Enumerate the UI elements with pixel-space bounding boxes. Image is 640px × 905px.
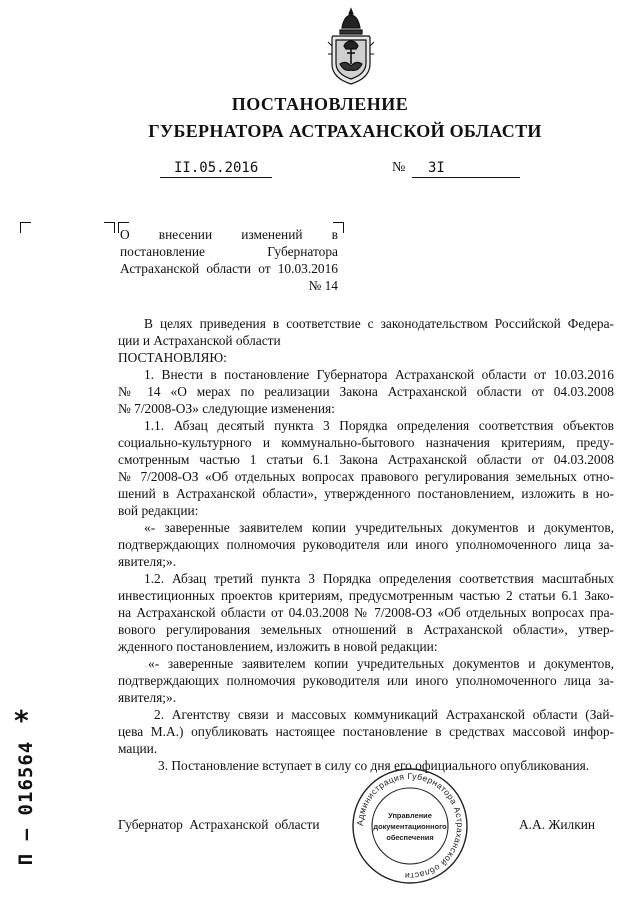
body-line: В целях приведения в соответствие с законодательством Российской Федера- — [144, 316, 614, 331]
stamp-ring-text: Администрация Губернатора Астраханской области — [354, 770, 466, 882]
decree-subject: О внесении изменений в постановление Губернатора Астраханской области от 10.03.2016 № 14 — [120, 227, 338, 293]
corner-mark — [104, 222, 115, 233]
decree-number: 3I — [412, 160, 520, 178]
coat-of-arms-emblem — [322, 6, 380, 86]
body-line: социально-культурного и коммунально-бытового назначения критериям, преду- — [118, 435, 614, 450]
body-line: жденного постановлением, изложить в новой редакции: — [118, 639, 438, 654]
signatory-name: А.А. Жилкин — [519, 817, 596, 832]
body-line: на Астраханской области от 04.03.2008 № 7/2008-ОЗ «Об отдельных вопросах пра- — [118, 605, 614, 620]
document-type-title: ПОСТАНОВЛЕНИЕ — [231, 94, 409, 114]
body-line: вового регулирования земельных отношений в Астраханской области», утвер- — [118, 622, 614, 637]
stamp-center-line: Управление — [388, 811, 432, 820]
body-line: подтверждающих полномочия руководителя или иного уполномоченного лица за- — [118, 537, 614, 552]
body-line: ПОСТАНОВЛЯЮ: — [118, 350, 227, 365]
body-line: ции и Астраханской области — [118, 333, 281, 348]
corner-mark — [20, 222, 31, 233]
body-line: мации. — [118, 741, 158, 756]
official-stamp — [350, 766, 470, 886]
serial-number-text: П – 016564 — [15, 740, 37, 866]
body-line: «- заверенные заявителем копии учредительных документов и документов, — [144, 520, 614, 535]
body-line: вой редакции: — [118, 503, 199, 518]
body-line: 2. Агентству связи и массовых коммуникаций Астраханской области (Зай- — [154, 707, 614, 722]
stamp-center-line: документационного — [373, 822, 447, 831]
serial-number — [16, 728, 36, 878]
stamp-center-line: обеспечения — [386, 833, 434, 842]
body-line: № 7/2008-ОЗ «Об отдельных вопросах правового регулирования земельных отно- — [118, 469, 614, 484]
decree-date: II.05.2016 — [160, 160, 272, 178]
body-line: инвестиционных проектов критериям, предусмотренным частью 2 статьи 6.1 Зако- — [118, 588, 614, 603]
body-line: № 7/2008-ОЗ» следующие изменения: — [118, 401, 335, 416]
body-line: смотренным частью 1 статьи 6.1 Закона Астраханской области от 04.03.2008 — [118, 452, 614, 467]
body-line: 3. Постановление вступает в силу со дня его официального опубликования. — [158, 758, 590, 773]
number-sign: № — [392, 160, 406, 175]
margin-asterisk: * — [14, 704, 29, 737]
body-line: шений в Астраханской области», утвержденного постановлением, изложить в но- — [118, 486, 614, 501]
body-line: № 14 «О мерах по реализации Закона Астраханской области от 04.03.2008 — [118, 384, 614, 399]
issuer-title: ГУБЕРНАТОРА АСТРАХАНСКОЙ ОБЛАСТИ — [148, 121, 542, 141]
body-line: 1. Внести в постановление Губернатора Астраханской области от 10.03.2016 — [144, 367, 614, 382]
body-line: 1.2. Абзац третий пункта 3 Порядка определения соответствия масштабных — [144, 571, 614, 586]
body-line: подтверждающих полномочия руководителя или иного уполномоченного лица за- — [118, 673, 614, 688]
signatory-position: Губернатор Астраханской области — [118, 817, 320, 832]
body-line: явителя;». — [118, 554, 177, 569]
body-line: 1.1. Абзац десятый пункта 3 Порядка определения соответствия объектов — [144, 418, 614, 433]
body-line: явителя;». — [118, 690, 177, 705]
body-line: цева М.А.) опубликовать настоящее постановление в средствах массовой инфор- — [118, 724, 614, 739]
body-line: «- заверенные заявителем копии учредительных документов и документов, — [148, 656, 614, 671]
